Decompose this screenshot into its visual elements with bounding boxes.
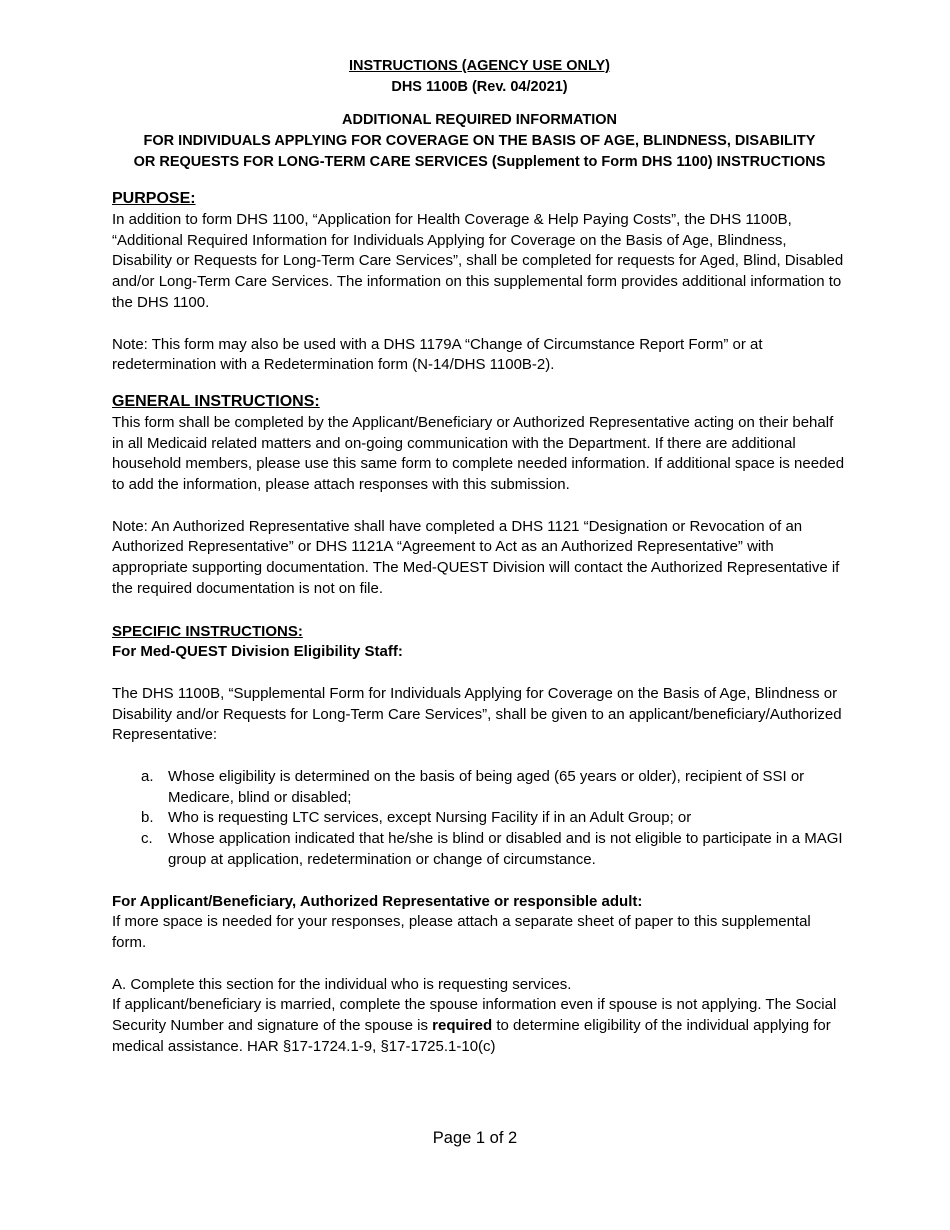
applicant-body: If more space is needed for your responses, please attach a separate sheet of paper to this supplemental form. [112, 913, 811, 951]
staff-body: The DHS 1100B, “Supplemental Form for Individuals Applying for Coverage on the Basis of Age, Blindness or Disability and/or Requests for Long-Term Care Services”, shall be given to an applicant/beneficiary/Authorized Representative: [112, 684, 842, 744]
married-instructions [112, 995, 847, 1057]
list-marker: b. [141, 809, 154, 827]
page-number: Page 1 of 2 [432, 1129, 518, 1147]
purpose-body: In addition to form DHS 1100, “Application for Health Coverage & Help Paying Costs”, the DHS 1100B, “Additional Required Information for Individuals Applying for Coverage on the Basis of Age, Blindness, Disability or Requests for Long-Term Care Services”, shall be completed for requests for Aged, Blind, Disabled and/or Long-Term Care Services. The information on this supplemental form provides additional information to the DHS 1100. [112, 211, 844, 311]
list-item [112, 808, 847, 829]
list-marker: a. [141, 768, 154, 786]
general-body: This form shall be completed by the Applicant/Beneficiary or Authorized Representative acting on their behalf in all Medicaid related matters and on-going communication with the Department. If there are additional household members, please use this same form to complete needed information. If additional space is needed to add the information, please attach responses with this submission. [112, 413, 845, 494]
section-a-label: A. Complete this section for the individual who is requesting services. [112, 975, 572, 993]
general-section [112, 391, 847, 600]
list-item [112, 767, 847, 808]
criteria-list [112, 767, 847, 871]
married-text-pre: If applicant/beneficiary is married, complete the spouse information even if spouse is not applying. The Social Security Number and signature of the spouse is [112, 996, 837, 1035]
list-item-text: Who is requesting LTC services, except Nursing Facility if in an Adult Group; or [168, 809, 692, 827]
form-number: DHS 1100B (Rev. 04/2021) [391, 79, 568, 95]
required-emphasis: required [432, 1017, 493, 1035]
general-heading: GENERAL INSTRUCTIONS: [112, 392, 320, 410]
title-line-1: ADDITIONAL REQUIRED INFORMATION [342, 112, 617, 128]
title-line-2: FOR INDIVIDUALS APPLYING FOR COVERAGE ON THE BASIS OF AGE, BLINDNESS, DISABILITY [143, 133, 816, 149]
list-marker: c. [141, 830, 153, 848]
purpose-note: Note: This form may also be used with a DHS 1179A “Change of Circumstance Report Form” or at redetermination with a Redetermination form (N-14/DHS 1100B-2). [112, 335, 763, 374]
list-item-text: Whose eligibility is determined on the basis of being aged (65 years or older), recipient of SSI or Medicare, blind or disabled; [168, 768, 805, 806]
specific-section [112, 622, 847, 1058]
applicant-heading: For Applicant/Beneficiary, Authorized Representative or responsible adult: [112, 892, 643, 910]
list-item [112, 829, 847, 870]
document-page [112, 56, 847, 1058]
document-header [112, 56, 847, 98]
list-item-text: Whose application indicated that he/she is blind or disabled and is not eligible to participate in a MAGI group at application, redetermination or change of circumstance. [168, 830, 843, 868]
agency-use-label: INSTRUCTIONS (AGENCY USE ONLY) [348, 58, 611, 74]
general-note: Note: An Authorized Representative shall have completed a DHS 1121 “Designation or Revocation of an Authorized Representative” or DHS 1121A “Agreement to Act as an Authorized Representative” with appropriate supporting documentation. The Med-QUEST Division will contact the Authorized Representative if the required documentation is not on file. [112, 517, 840, 597]
purpose-section [112, 188, 847, 376]
specific-heading: SPECIFIC INSTRUCTIONS: [112, 622, 303, 640]
purpose-heading: PURPOSE: [112, 190, 196, 207]
married-text-post: to determine eligibility of the individual applying for medical assistance. HAR §17-1724.1-9, §17-1725.1-10(c) [112, 1017, 831, 1055]
title-line-3: OR REQUESTS FOR LONG-TERM CARE SERVICES (Supplement to Form DHS 1100) INSTRUCTIONS [133, 154, 826, 170]
staff-heading: For Med-QUEST Division Eligibility Staff: [112, 643, 403, 661]
document-title [112, 110, 847, 173]
